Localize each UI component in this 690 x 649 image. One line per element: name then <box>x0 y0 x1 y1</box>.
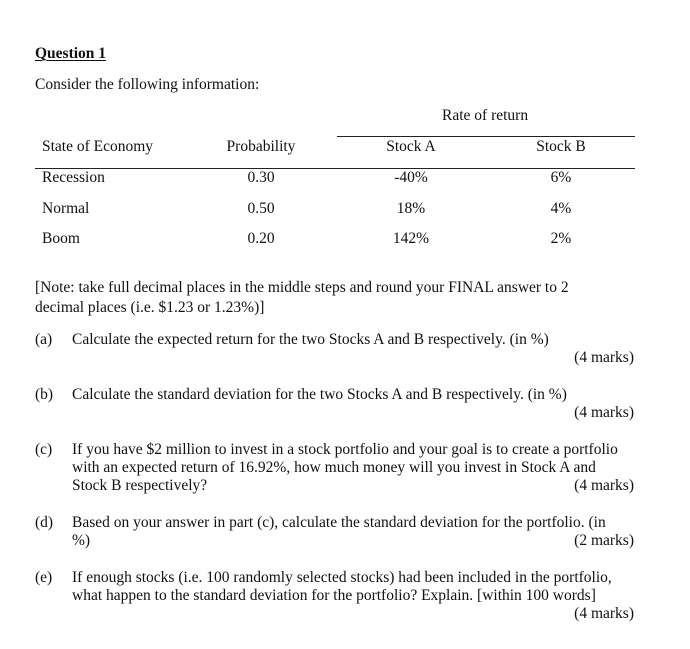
row-boom-probability: 0.20 <box>247 230 275 247</box>
row-recession-stock-a: -40% <box>394 169 428 186</box>
question-c-letter: (c) <box>35 441 53 458</box>
row-boom-stock-a: 142% <box>392 230 430 247</box>
question-c-line-1: If you have $2 million to invest in a stock portfolio and your goal is to create a portfolio <box>72 441 618 458</box>
row-boom-state: Boom <box>42 230 80 247</box>
question-c-line-3: Stock B respectively? <box>72 477 208 494</box>
row-normal-probability: 0.50 <box>247 200 275 217</box>
question-c-line-2: with an expected return of 16.92%, how much money will you invest in Stock A and <box>72 459 596 476</box>
question-d-line-2: %) <box>72 532 91 549</box>
question-d-letter: (d) <box>35 514 54 531</box>
question-title: Question 1 <box>35 45 107 62</box>
header-probability: Probability <box>226 138 296 155</box>
note-line-2: decimal places (i.e. $1.23 or 1.23%)] <box>35 299 265 316</box>
question-d-line-1: Based on your answer in part (c), calculate the standard deviation for the portfolio. (in <box>72 514 606 531</box>
note-line-1: [Note: take full decimal places in the middle steps and round your FINAL answer to 2 <box>35 279 569 296</box>
question-d-marks: (2 marks) <box>574 532 634 549</box>
rate-of-return-header: Rate of return <box>442 107 529 124</box>
question-e-marks: (4 marks) <box>574 605 634 622</box>
header-stock-b: Stock B <box>536 138 586 155</box>
question-a-letter: (a) <box>35 331 53 348</box>
rate-of-return-rule <box>337 136 635 137</box>
question-b-letter: (b) <box>35 386 54 403</box>
row-recession-stock-b: 6% <box>550 169 572 186</box>
header-stock-a: Stock A <box>386 138 436 155</box>
question-a-marks: (4 marks) <box>574 349 634 366</box>
row-recession-state: Recession <box>42 169 105 186</box>
question-b-text: Calculate the standard deviation for the two Stocks A and B respectively. (in %) <box>72 386 567 403</box>
row-normal-stock-a: 18% <box>396 200 426 217</box>
row-recession-probability: 0.30 <box>247 169 275 186</box>
question-b-marks: (4 marks) <box>574 404 634 421</box>
question-a-text: Calculate the expected return for the two Stocks A and B respectively. (in %) <box>72 331 549 348</box>
header-state: State of Economy <box>42 138 154 155</box>
question-e-line-2: what happen to the standard deviation for the portfolio? Explain. [within 100 words] <box>72 587 596 604</box>
row-boom-stock-b: 2% <box>550 230 572 247</box>
row-normal-state: Normal <box>42 200 90 217</box>
question-e-letter: (e) <box>35 569 53 586</box>
question-e-line-1: If enough stocks (i.e. 100 randomly selected stocks) had been included in the portfolio, <box>72 569 612 586</box>
question-c-marks: (4 marks) <box>574 477 634 494</box>
row-normal-stock-b: 4% <box>550 200 572 217</box>
intro-text: Consider the following information: <box>35 76 260 93</box>
